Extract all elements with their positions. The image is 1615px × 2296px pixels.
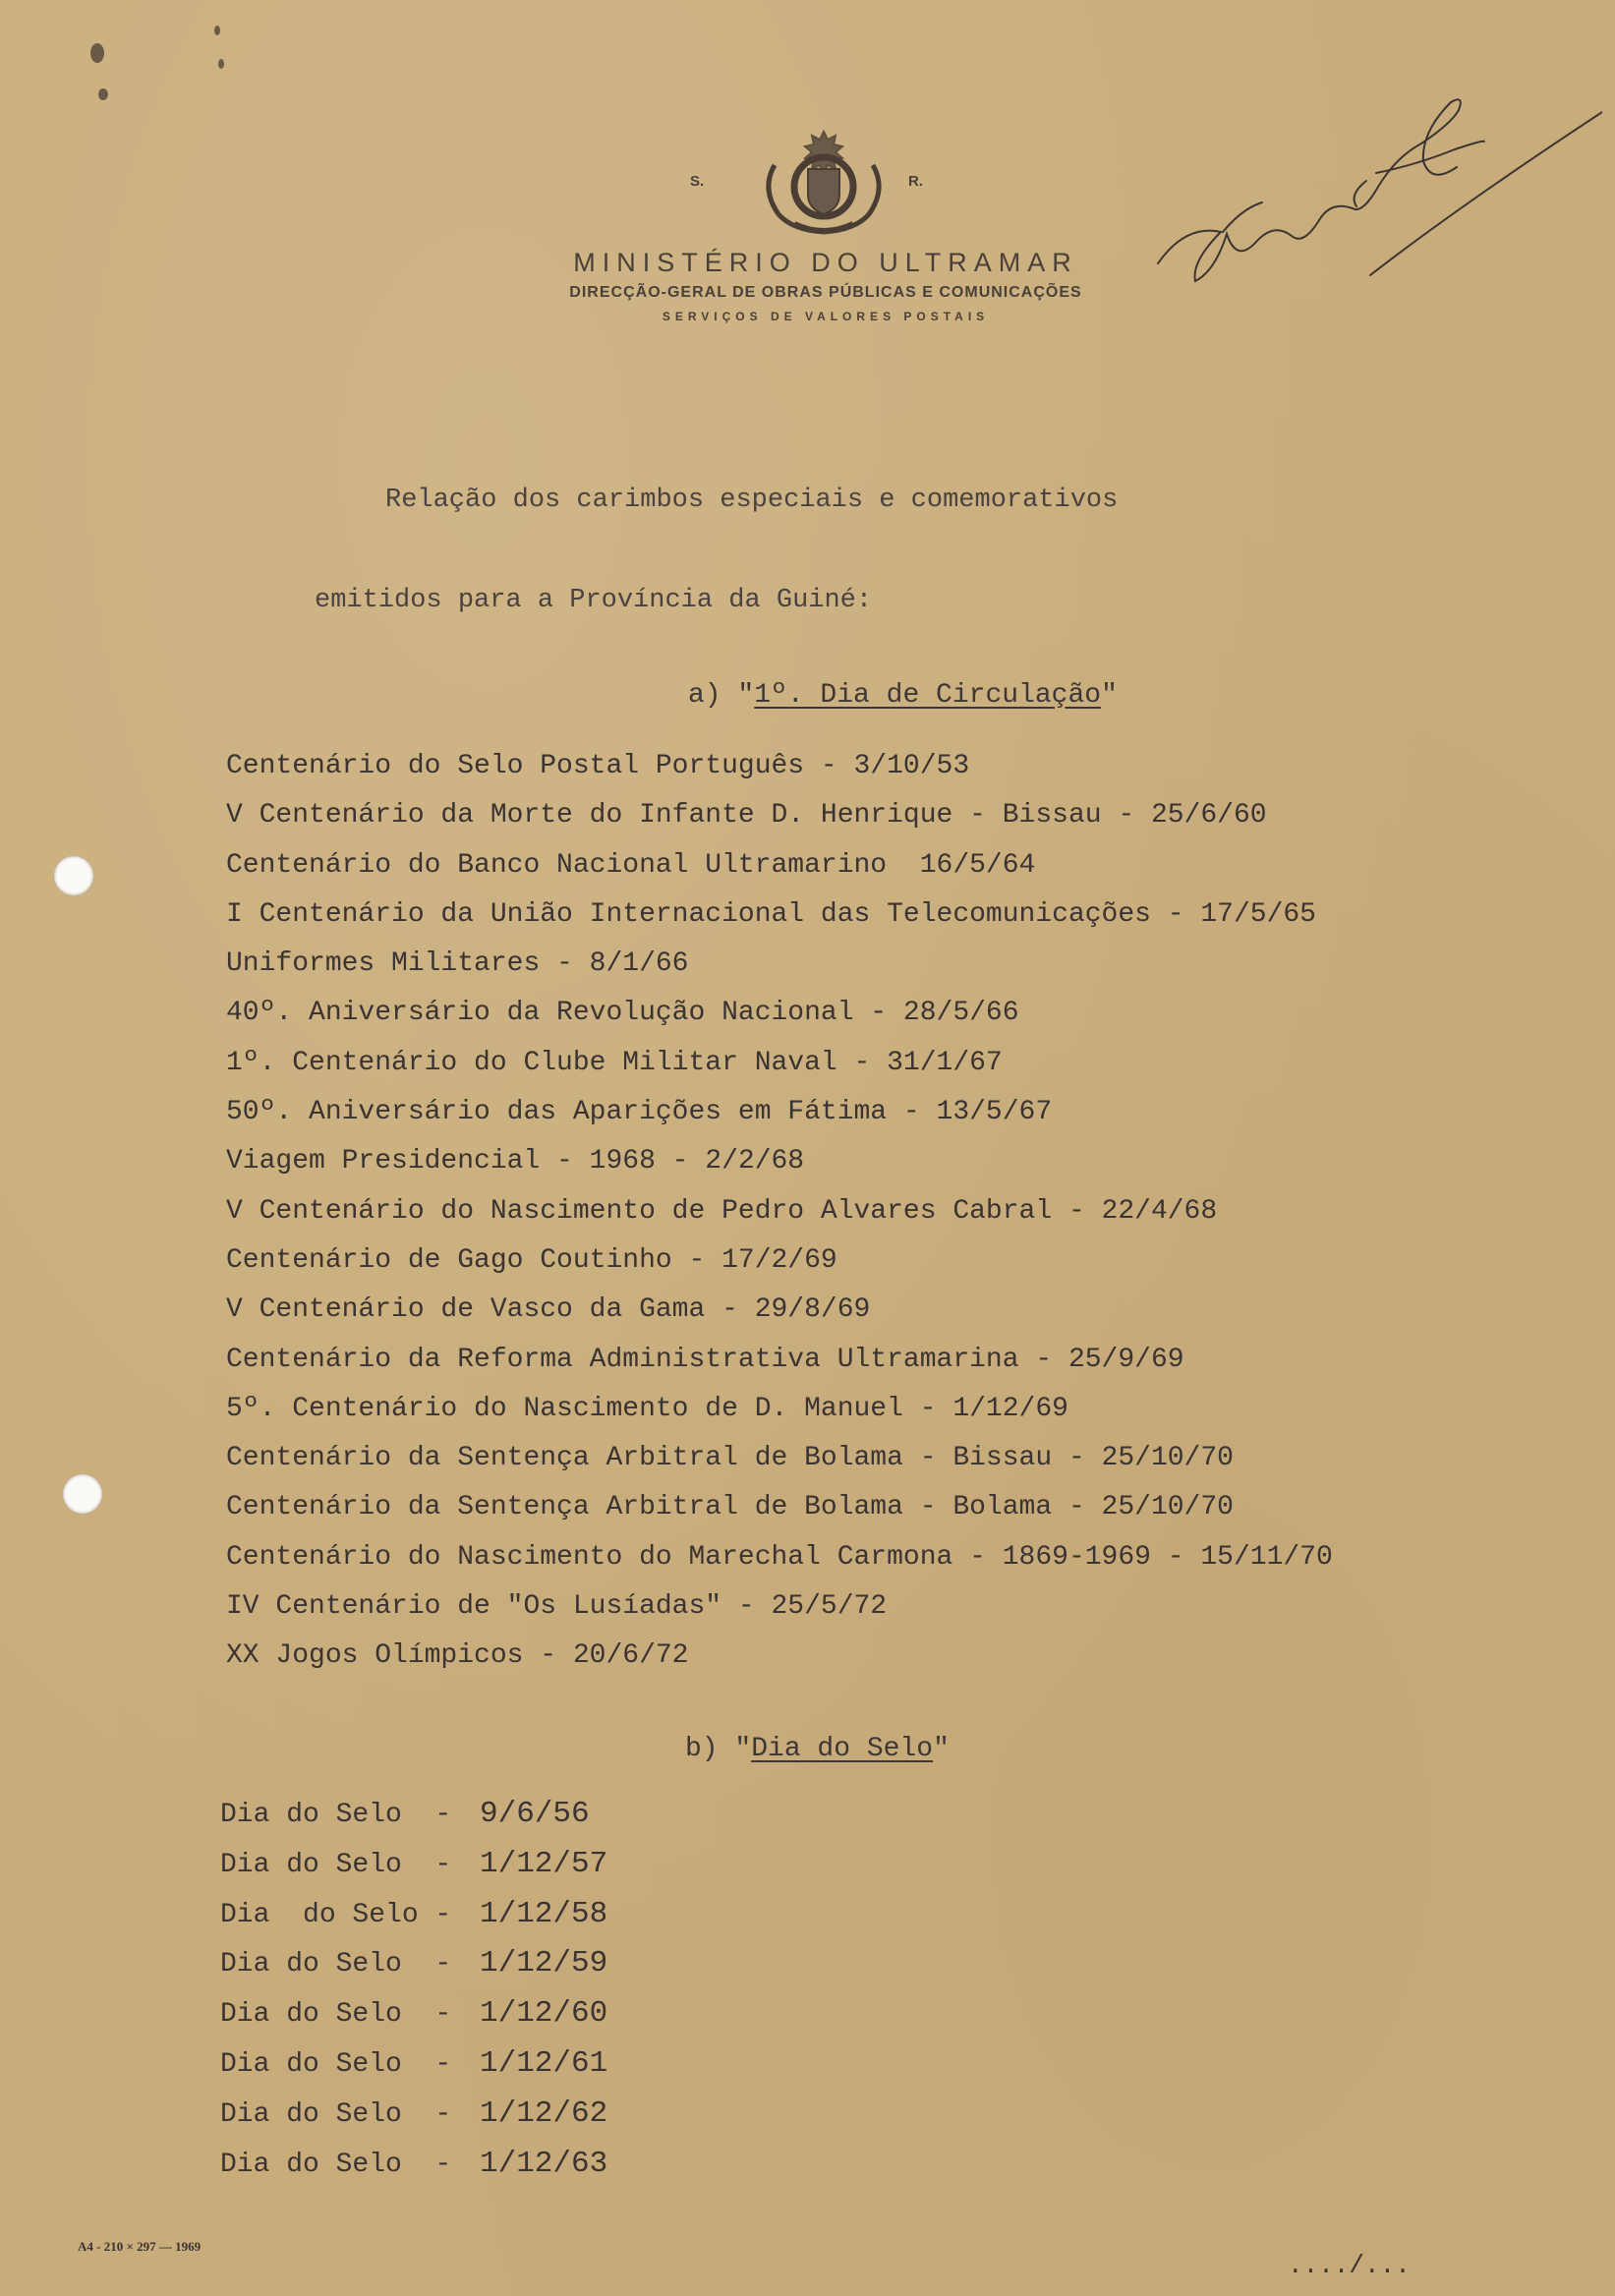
list-item: 40º. Aniversário da Revolução Nacional - 28/5/66	[226, 998, 1019, 1029]
list-item	[220, 1890, 607, 1940]
list-item: Centenário da Reforma Administrativa Ultramarina - 25/9/69	[226, 1344, 1184, 1375]
list-item: XX Jogos Olímpicos - 20/6/72	[226, 1640, 689, 1672]
list-item: Uniformes Militares - 8/1/66	[226, 948, 689, 980]
list-item: V Centenário de Vasco da Gama - 29/8/69	[226, 1294, 871, 1326]
punch-hole-bottom	[63, 1474, 102, 1514]
selo-name: Dia do Selo -	[220, 1949, 452, 1980]
list-item	[220, 2140, 607, 2190]
ink-stain	[218, 59, 224, 69]
selo-name: Dia do Selo -	[220, 1999, 452, 2031]
selo-date: 1/12/63	[480, 2146, 608, 2181]
ink-stain	[214, 26, 220, 35]
section-b-title: Dia do Selo	[751, 1734, 934, 1764]
section-a-prefix: a) "	[688, 680, 755, 711]
list-item: Centenário da Sentença Arbitral de Bolama - Bissau - 25/10/70	[226, 1443, 1234, 1474]
selo-name: Dia do Selo -	[220, 2098, 452, 2130]
intro-line-2: emitidos para a Província da Guiné:	[315, 586, 873, 615]
intro-line-1: Relação dos carimbos especiais e comemorativos	[385, 486, 1119, 515]
selo-name: Dia do Selo -	[220, 1899, 452, 1930]
selo-date: 1/12/58	[480, 1896, 608, 1931]
selo-name: Dia do Selo -	[220, 1849, 452, 1880]
services-line: SERVIÇOS DE VALORES POSTAIS	[662, 310, 990, 323]
list-item	[220, 2039, 607, 2090]
list-item	[220, 2090, 607, 2140]
list-item: Centenário do Nascimento do Marechal Carmona - 1869-1969 - 15/11/70	[226, 1541, 1333, 1573]
form-code: A4 - 210 × 297 — 1969	[78, 2239, 202, 2254]
list-item: I Centenário da União Internacional das Telecomunicações - 17/5/65	[226, 898, 1316, 930]
ink-stain	[90, 43, 104, 63]
ministry-title: MINISTÉRIO DO ULTRAMAR	[573, 248, 1078, 277]
section-a-title: 1º. Dia de Circulação	[754, 680, 1102, 711]
direction-line: DIRECÇÃO-GERAL DE OBRAS PÚBLICAS E COMUNICAÇÕES	[569, 284, 1082, 301]
list-item: Viagem Presidencial - 1968 - 2/2/68	[226, 1146, 805, 1177]
selo-date: 1/12/59	[480, 1946, 608, 1981]
letterhead-left-initial: S.	[690, 173, 705, 190]
letterhead-right-initial: R.	[908, 173, 923, 190]
list-item: Centenário da Sentença Arbitral de Bolama - Bolama - 25/10/70	[226, 1492, 1234, 1523]
crest-row	[511, 126, 1140, 240]
section-a-list	[226, 742, 1333, 1682]
list-item	[220, 1790, 607, 1840]
selo-name: Dia do Selo -	[220, 2149, 452, 2180]
section-b-suffix: "	[933, 1734, 950, 1764]
selo-name: Dia do Selo -	[220, 1800, 452, 1830]
selo-date: 9/6/56	[480, 1797, 590, 1831]
section-a-suffix: "	[1101, 680, 1118, 711]
ink-stain	[98, 88, 108, 100]
section-a-heading	[688, 680, 1118, 711]
section-b-heading	[685, 1734, 950, 1764]
list-item	[220, 1939, 607, 1989]
punch-hole-top	[54, 856, 93, 895]
list-item	[220, 1840, 607, 1890]
list-item: V Centenário da Morte do Infante D. Henrique - Bissau - 25/6/60	[226, 800, 1267, 832]
coat-of-arms-icon	[735, 126, 912, 240]
section-b-prefix: b) "	[685, 1734, 752, 1764]
list-item: V Centenário do Nascimento de Pedro Alvares Cabral - 22/4/68	[226, 1195, 1218, 1227]
selo-date: 1/12/57	[480, 1846, 608, 1881]
section-b-list	[220, 1790, 607, 2189]
list-item: 50º. Aniversário das Aparições em Fátima - 13/5/67	[226, 1097, 1053, 1128]
selo-name: Dia do Selo -	[220, 2048, 452, 2080]
list-item: 1º. Centenário do Clube Militar Naval - 31/1/67	[226, 1047, 1003, 1078]
selo-date: 1/12/60	[480, 1996, 608, 2032]
letterhead	[511, 126, 1140, 323]
list-item: Centenário de Gago Coutinho - 17/2/69	[226, 1244, 837, 1276]
list-item: Centenário do Banco Nacional Ultramarino 16/5/64	[226, 849, 1036, 881]
list-item	[220, 1989, 607, 2039]
selo-date: 1/12/62	[480, 2095, 608, 2131]
list-item: Centenário do Selo Postal Português - 3/10/53	[226, 751, 970, 781]
intro-text	[315, 417, 1119, 684]
handwritten-signature	[1150, 79, 1602, 305]
selo-date: 1/12/61	[480, 2045, 608, 2081]
list-item: IV Centenário de "Os Lusíadas" - 25/5/72	[226, 1591, 888, 1623]
list-item: 5º. Centenário do Nascimento de D. Manuel - 1/12/69	[226, 1393, 1068, 1424]
continuation-mark: ..../...	[1288, 2251, 1411, 2280]
